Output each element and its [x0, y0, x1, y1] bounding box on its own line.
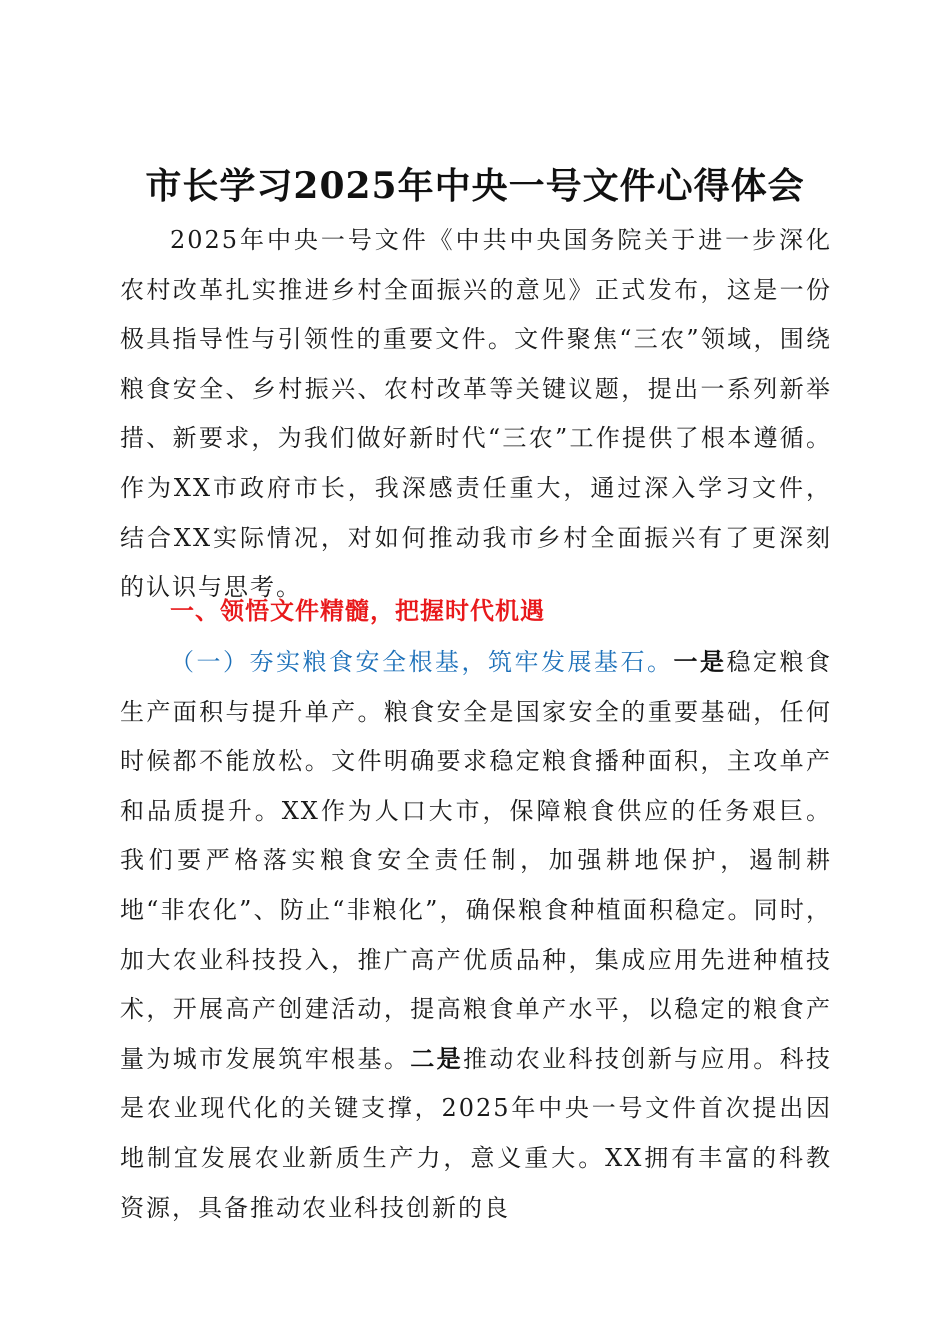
- intro-paragraph: 2025年中央一号文件《中共中央国务院关于进一步深化农村改革扎实推进乡村全面振兴的意见》正式发布，这是一份极具指导性与引领性的重要文件。文件聚焦“三农”领域，围绕粮食安全、乡村振兴、农村改革等关键议题，提出一系列新举措、新要求，为我们做好新时代“三农”工作提供了根本遵循。作为XX市政府市长，我深感责任重大，通过深入学习文件，结合XX实际情况，对如何推动我市乡村全面振兴有了更深刻的认识与思考。: [120, 226, 832, 602]
- document-title: 市长学习2025年中央一号文件心得体会: [145, 165, 805, 207]
- subsection-heading: （一）夯实粮食安全根基，筑牢发展基石。: [170, 648, 674, 676]
- section-heading: 一、领悟文件精髓，把握时代机遇: [170, 597, 545, 625]
- point-marker-2: 二是: [410, 1044, 464, 1073]
- point-text-2: 推动农业科技创新与应用。科技是农业现代化的关键支撑，2025年中央一号文件首次提出因地制宜发展农业新质生产力，意义重大。XX拥有丰富的科教资源，具备推动农业科技创新的良: [120, 1044, 833, 1222]
- subsection-paragraph: [120, 638, 832, 1233]
- point-marker-1: 一是: [673, 648, 727, 676]
- point-text-1: 稳定粮食生产面积与提升单产。粮食安全是国家安全的重要基础，任何时候都不能放松。文件明确要求稳定粮食播种面积，主攻单产和品质提升。XX作为人口大市，保障粮食供应的任务艰巨。我们要严格落实粮食安全责任制，加强耕地保护，遏制耕地“非农化”、防止“非粮化”，确保粮食种植面积稳定。同时，加大农业科技投入，推广高产优质品种，集成应用先进种植技术，开展高产创建活动，提高粮食单产水平，以稳定的粮食产量为城市发展筑牢根基。: [120, 648, 832, 1073]
